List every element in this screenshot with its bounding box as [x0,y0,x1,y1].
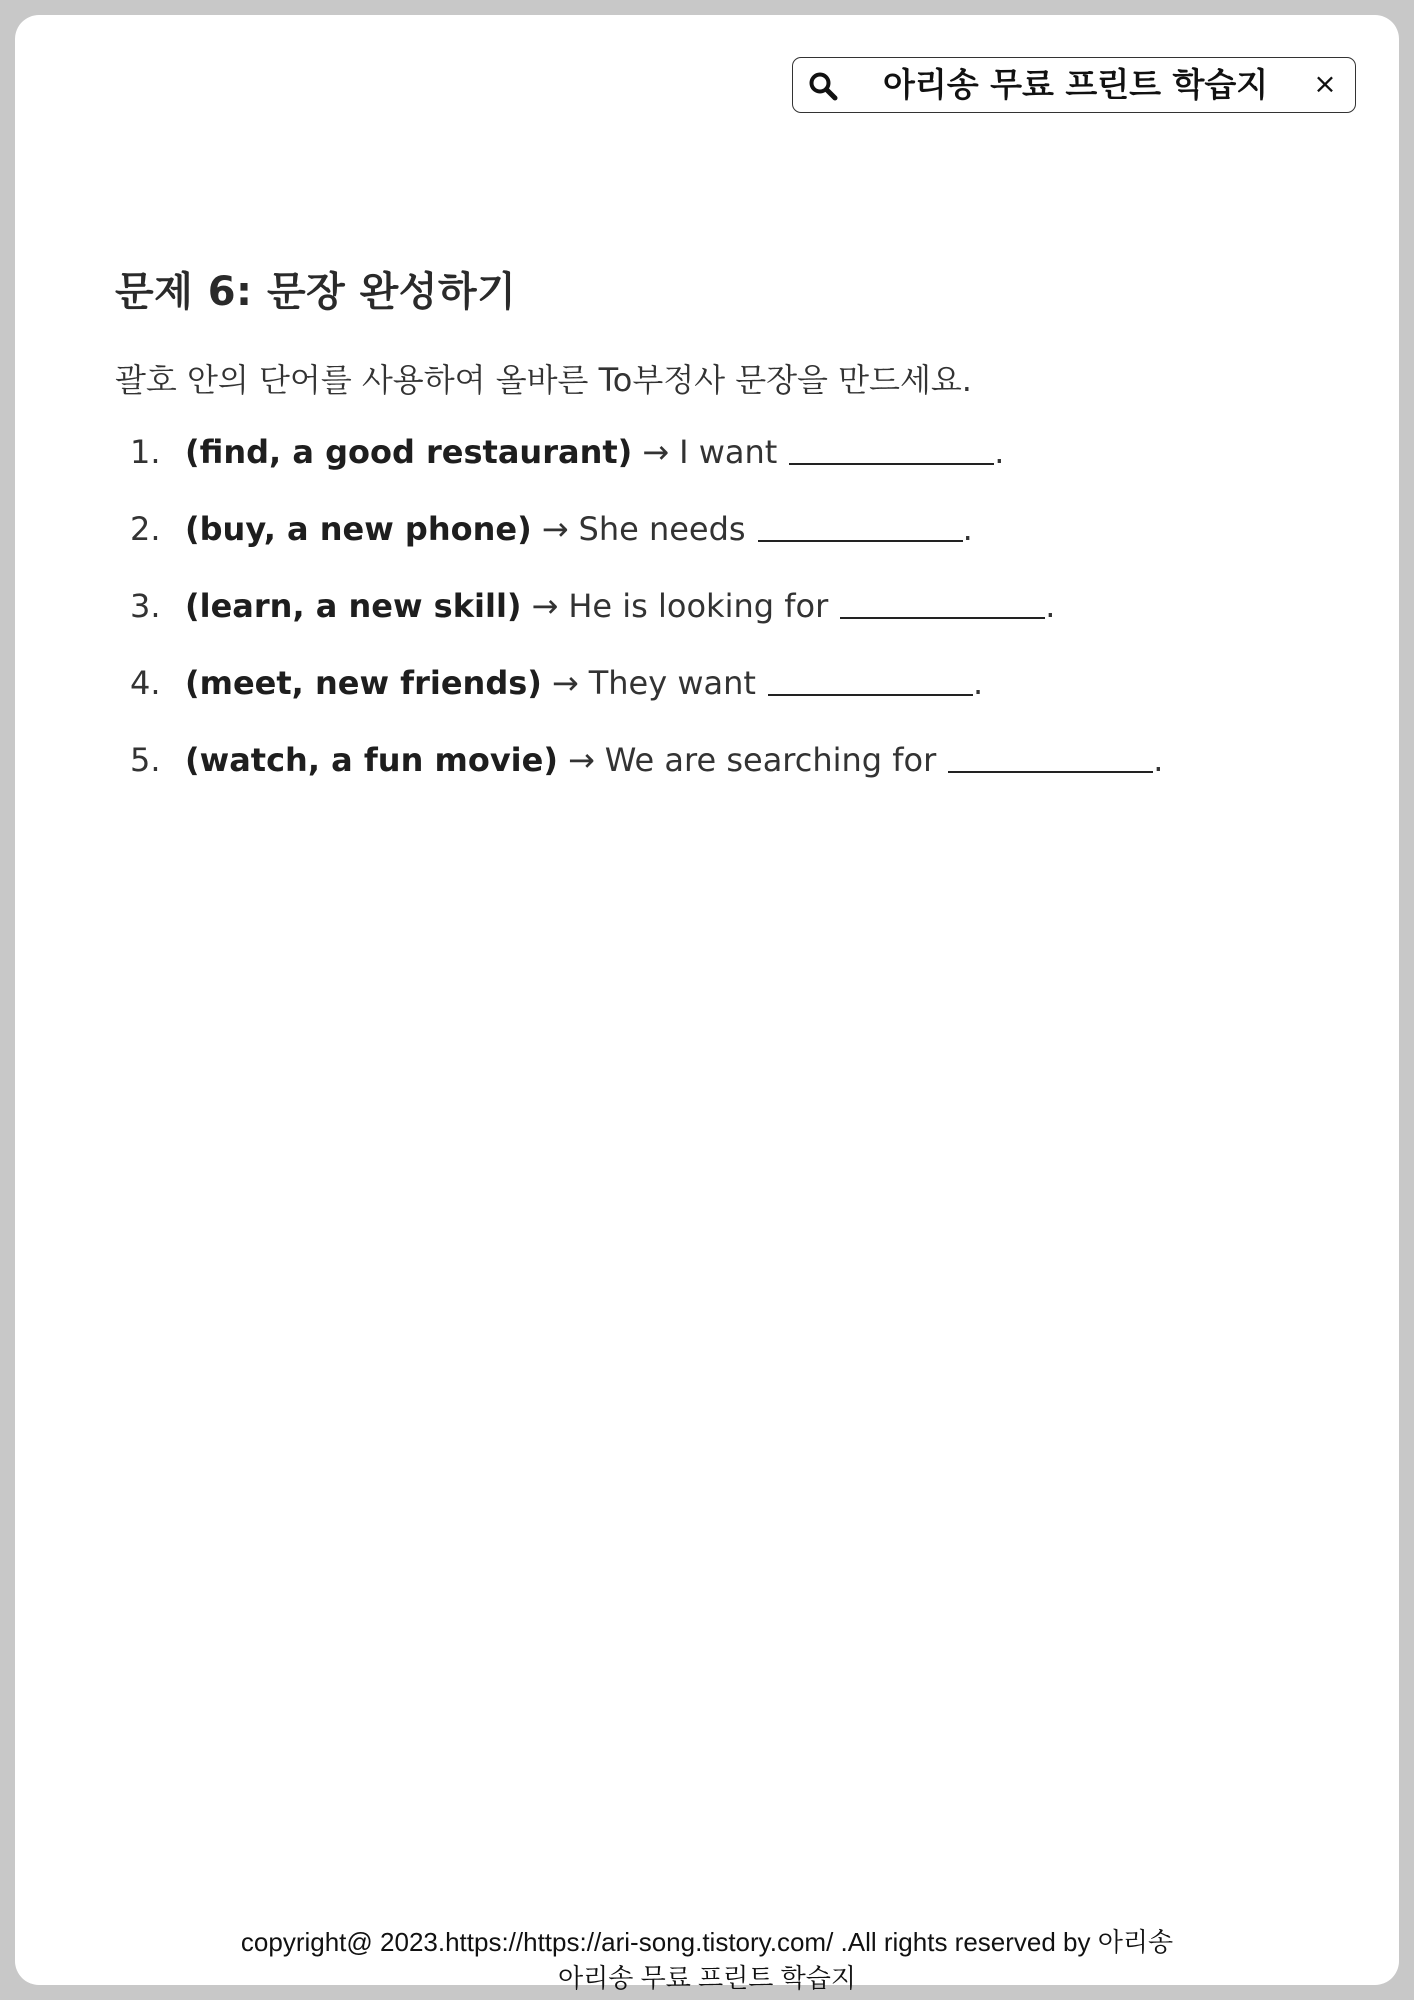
search-icon[interactable] [807,70,839,102]
question-stem: They want [588,664,756,702]
answer-blank [768,694,973,696]
question-title: 문제 6: 문장 완성하기 [115,269,517,315]
question-hint: (watch, a fun movie) [185,741,558,779]
arrow-icon: → [541,510,569,548]
question-stem: We are searching for [604,741,937,779]
question-hint: (find, a good restaurant) [185,433,633,471]
question-period: . [1153,741,1164,779]
arrow-icon: → [551,664,579,702]
question-period: . [972,664,984,702]
question-stem: She needs [578,510,746,548]
question-number: 5. [130,741,161,779]
question-item [130,587,1163,664]
footer-subtitle: 아리송 무료 프린트 학습지 [558,1963,856,1993]
question-period: . [994,433,1005,471]
question-item [130,741,1163,818]
question-stem: I want [679,433,778,471]
question-number: 4. [130,664,161,702]
question-number: 2. [130,510,161,548]
question-period: . [1045,587,1056,625]
answer-blank [758,540,963,542]
arrow-icon: → [567,741,595,779]
question-stem: He is looking for [568,587,829,625]
close-icon[interactable]: × [1313,67,1337,100]
instruction-text: 괄호 안의 단어를 사용하여 올바른 To부정사 문장을 만드세요. [115,361,972,399]
question-item [130,664,1163,741]
question-number: 3. [130,587,161,625]
answer-blank [789,463,994,465]
answer-blank [948,771,1153,773]
question-list [130,433,1163,818]
question-number: 1. [130,433,161,471]
worksheet-page [15,15,1399,1985]
search-query[interactable]: 아리송 무료 프린트 학습지 [883,65,1269,104]
question-item [130,433,1163,510]
question-item [130,510,1163,587]
question-hint: (buy, a new phone) [185,510,532,548]
question-hint: (learn, a new skill) [185,587,522,625]
arrow-icon: → [531,587,559,625]
question-hint: (meet, new friends) [185,664,542,702]
search-box[interactable] [792,57,1356,113]
arrow-icon: → [642,433,670,471]
answer-blank [840,617,1045,619]
question-period: . [962,510,973,548]
footer-copyright: copyright@ 2023.https://https://ari-song.tistory.com/ .All rights reserved by 아리송 [240,1927,1174,1957]
